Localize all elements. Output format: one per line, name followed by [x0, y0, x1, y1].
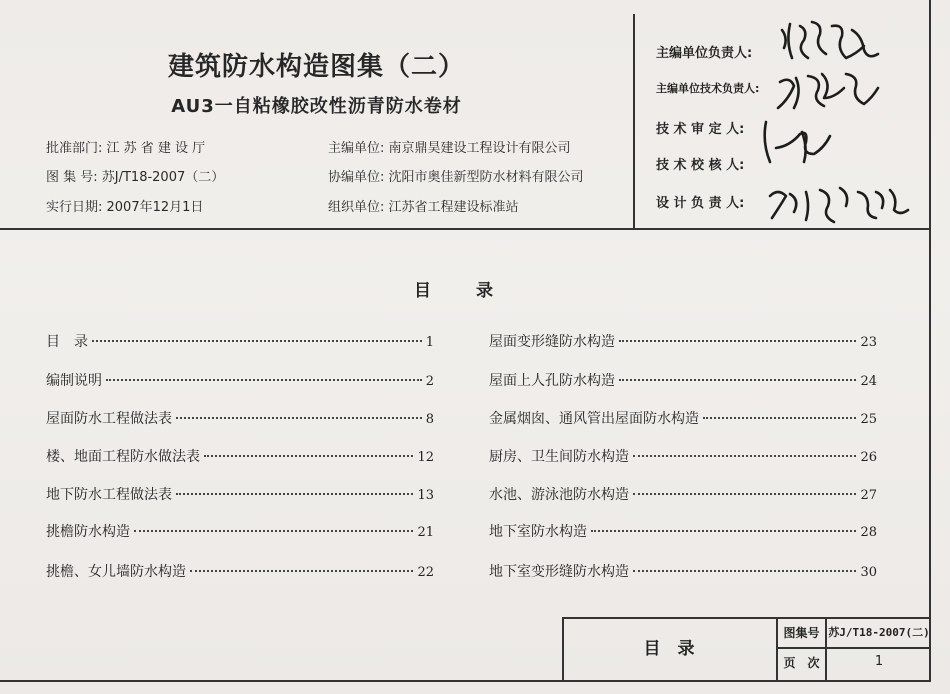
- effective-date: 实行日期: 2007年12月1日: [46, 200, 204, 215]
- atlas-number: 图 集 号: 苏J/T18-2007（二）: [46, 170, 225, 185]
- signoff-checker: 技 术 校 核 人:: [656, 158, 745, 173]
- toc-entry[interactable]: 楼、地面工程防水做法表 12: [46, 449, 434, 465]
- toc-entry[interactable]: 编制说明 2: [46, 373, 434, 389]
- atlas-title: 建筑防水构造图集（二）: [167, 52, 465, 82]
- approval-dept: 批准部门: 江 苏 省 建 设 厅: [46, 141, 206, 156]
- signoff-tech-head: 主编单位技术负责人:: [656, 82, 760, 95]
- co-editor-unit: 协编单位: 沈阳市奥佳新型防水材料有限公司: [328, 170, 584, 185]
- title-block-sheet-title: 目 录: [643, 639, 695, 659]
- toc-heading-left: 目: [414, 281, 431, 301]
- right-border: [929, 230, 931, 682]
- title-block-divider: [776, 647, 931, 649]
- toc-entry[interactable]: 屋面变形缝防水构造 23: [489, 334, 877, 350]
- signoff-unit-head: 主编单位负责人:: [656, 46, 753, 61]
- atlas-subtitle: AU3一自粘橡胶改性沥青防水卷材: [171, 96, 462, 117]
- toc-entry[interactable]: 挑檐防水构造 21: [46, 524, 434, 540]
- header-divider: [633, 14, 635, 230]
- title-block-page-label: 页 次: [783, 656, 820, 670]
- toc-entry[interactable]: 厨房、卫生间防水构造 26: [489, 449, 877, 465]
- toc-heading-right: 录: [476, 281, 493, 301]
- title-block-page-number: 1: [874, 654, 884, 669]
- signoff-approver: 技 术 审 定 人:: [656, 122, 745, 137]
- title-block-atlas-label: 图集号: [783, 626, 820, 640]
- signoff-designer: 设 计 负 责 人:: [656, 196, 745, 211]
- toc-entry[interactable]: 挑檐、女儿墙防水构造 22: [46, 564, 434, 580]
- toc-entry[interactable]: 金属烟囱、通风管出屋面防水构造 25: [489, 411, 877, 427]
- title-block-atlas-number: 苏J/T18-2007(二): [828, 626, 930, 639]
- toc-entry[interactable]: 地下室变形缝防水构造 30: [489, 564, 877, 580]
- toc-entry[interactable]: 水池、游泳池防水构造 27: [489, 487, 877, 503]
- toc-entry[interactable]: 地下室防水构造 28: [489, 524, 877, 540]
- toc-entry[interactable]: 屋面上人孔防水构造 24: [489, 373, 877, 389]
- toc-entry[interactable]: 目 录 1: [46, 334, 434, 350]
- toc-entry[interactable]: 屋面防水工程做法表 8: [46, 411, 434, 427]
- chief-editor-unit: 主编单位: 南京鼎昊建设工程设计有限公司: [328, 141, 571, 156]
- toc-entry[interactable]: 地下防水工程做法表 13: [46, 487, 434, 503]
- organizing-unit: 组织单位: 江苏省工程建设标准站: [328, 200, 519, 215]
